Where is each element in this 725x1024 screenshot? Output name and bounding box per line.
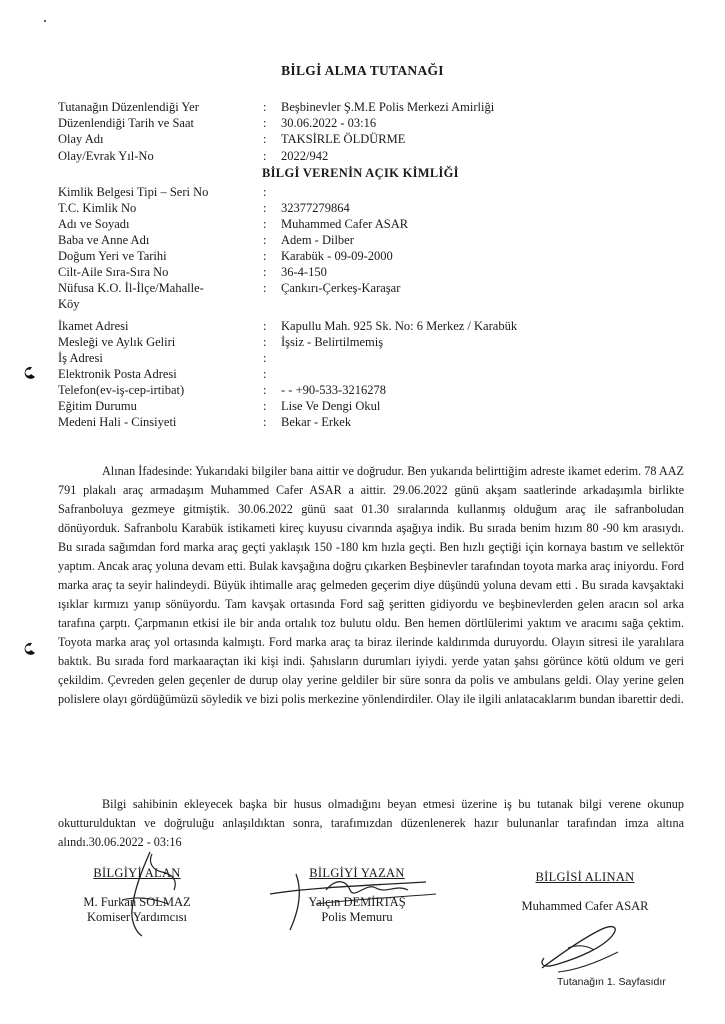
field-value: TAKSİRLE ÖLDÜRME [281, 132, 406, 146]
field-value: 32377279864 [281, 201, 350, 215]
header-row-file-no [58, 149, 678, 164]
field-label: Kimlik Belgesi Tipi – Seri No [58, 185, 209, 199]
field-colon: : [263, 319, 267, 333]
signature-role: Komiser Yardımcısı [87, 910, 187, 924]
field-colon: : [263, 249, 267, 263]
document-title: BİLGİ ALMA TUTANAĞI [281, 63, 444, 78]
field-value: Beşbinevler Ş.M.E Polis Merkezi Amirliği [281, 100, 495, 114]
field-value: Lise Ve Dengi Okul [281, 399, 381, 413]
identity-row [58, 383, 678, 398]
identity-row [58, 367, 678, 382]
field-label: Eğitim Durumu [58, 399, 137, 413]
field-label: T.C. Kimlik No [58, 201, 137, 215]
field-value: Kapullu Mah. 925 Sk. No: 6 Merkez / Karabük [281, 319, 518, 333]
statement-paragraph: Alınan İfadesinde: Yukarıdaki bilgiler bana aittir ve doğrudur. Ben yukarıda belirttiğim adreste ikamet ederim. 78 AAZ 791 plakalı araç armadaşım Muhammed Cafer ASAR a aittir. 29.06.2022 günü akşam saatlerinde arkadaşımla birlikte Safranboluya gezmeye gitmiştik. 30.06.2022 günü saat 01.30 sıralarında kullanmış olduğum araç ile safranboludan dönüyorduk. Safranbolu Karabük istikameti kireç kuyusu civarında aşağıya indik. Bu sırada benim hızım 80 -90 km arasıydı. Bu sırada sağımdan ford marka araç geçti yaklaşık 150 -180 km hızla geçti. Ben hızlı geçtiği için kornaya bastım ve sellektör yaptım. Ancak araç yoluna devam etti. Bulak kavşağına doğru çıkarken Beşbinevler tarafından toyota marka araç iniyordu. Ford marka araç ta seyir halindeydi. Büyük ihtimalle araç gelmeden geçerim diye düşündü yoluna devam etti . Bu sırada kavşaktaki ışıklar kırmızı yanıp sönüyordu. Tam kavşak ortasında Ford sağ şeritten gidiyordu ve beşbinevlerden gelen aracın sol arka tarafına çarptı. Çarpmanın etkisi ile bir anda ortalık toz bulutu oldu. Ben hemen dörtlülerimi yaktım ve aracımı sağa çektim. Toyota marka araç yol ortasında kalmıştı. Ford marka araç ta biraz ilerinde kaldırımda duruyordu. Olayın sitresi ile yaralılara baktık. Bu sırada ford markaaraçtan iki kişi indi. Şahısların durumları iyiydi. yerde yatan şahsı görünce kötü oldum ve geri çekildim. Çevreden gelen geçenler de durup olay yerine geldiler bir süre sonra da polis ve ambulans geldi. Olay yerine gelen polislere olayı gördüğümüzü söyledik ve bizi polis merkezine yönlendirdiler. Olay ile ilgili anlatacaklarım bundan ibarettir dedi. [58, 464, 684, 706]
field-value: 30.06.2022 - 03:16 [281, 116, 377, 130]
field-colon: : [263, 399, 267, 413]
header-row-place [58, 100, 678, 115]
field-colon: : [263, 185, 267, 199]
page-footer: Tutanağın 1. Sayfasıdır [557, 976, 666, 988]
field-value: Karabük - 09-09-2000 [281, 249, 393, 263]
field-colon: : [263, 367, 267, 381]
field-label: Elektronik Posta Adresi [58, 367, 177, 381]
field-value: Bekar - Erkek [281, 415, 352, 429]
closing-paragraph: Bilgi sahibinin ekleyecek başka bir husus olmadığını beyan etmesi üzerine iş bu tutanak bilgi verene okunup okutturulduktan ve doğruluğu anlaşıldıktan sonra, tarafımızdan düzenlenerek hazır bulunanlar tarafından imza altına alındı.30.06.2022 - 03:16 [58, 797, 684, 849]
identity-section-title: BİLGİ VERENİN AÇIK KİMLİĞİ [262, 166, 459, 180]
handwritten-signature-icon [528, 918, 628, 978]
signature-heading: BİLGİYİ ALAN [93, 866, 181, 880]
field-label: Olay/Evrak Yıl-No [58, 149, 154, 163]
field-colon: : [263, 149, 267, 163]
field-label: Doğum Yeri ve Tarihi [58, 249, 167, 263]
identity-row [58, 281, 678, 296]
identity-row [58, 297, 678, 312]
identity-row [58, 249, 678, 264]
signature-role: Polis Memuru [321, 910, 393, 924]
identity-row [58, 319, 678, 334]
field-value: - - +90-533-3216278 [281, 383, 386, 397]
field-colon: : [263, 281, 267, 295]
scan-speck [44, 20, 46, 22]
field-colon: : [263, 116, 267, 130]
identity-row [58, 217, 678, 232]
field-label: Olay Adı [58, 132, 104, 146]
field-colon: : [263, 383, 267, 397]
field-label: Nüfusa K.O. İl-İlçe/Mahalle- [58, 281, 204, 295]
signature-name: M. Furkan SOLMAZ [83, 895, 191, 909]
identity-row [58, 201, 678, 216]
field-value: Adem - Dilber [281, 233, 354, 247]
field-colon: : [263, 132, 267, 146]
field-colon: : [263, 415, 267, 429]
field-colon: : [263, 217, 267, 231]
punch-hole-icon [22, 366, 36, 380]
field-colon: : [263, 351, 267, 365]
field-label: Baba ve Anne Adı [58, 233, 150, 247]
field-value: Çankırı-Çerkeş-Karaşar [281, 281, 401, 295]
identity-row [58, 351, 678, 366]
field-label: Adı ve Soyadı [58, 217, 130, 231]
identity-row [58, 415, 678, 430]
field-label: Telefon(ev-iş-cep-irtibat) [58, 383, 185, 397]
identity-row [58, 233, 678, 248]
field-colon: : [263, 335, 267, 349]
identity-row [58, 335, 678, 350]
punch-hole-icon [22, 642, 36, 656]
field-colon: : [263, 265, 267, 279]
field-colon: : [263, 100, 267, 114]
field-label: Köy [58, 297, 80, 311]
identity-row [58, 185, 678, 200]
identity-row [58, 265, 678, 280]
field-label: Tutanağın Düzenlendiği Yer [58, 100, 199, 114]
signature-block-receiver [62, 866, 212, 925]
field-colon: : [263, 233, 267, 247]
field-label: Mesleği ve Aylık Geliri [58, 335, 176, 349]
header-row-date [58, 116, 678, 131]
identity-row [58, 399, 678, 414]
header-row-event [58, 132, 678, 147]
field-value: 2022/942 [281, 149, 329, 163]
field-value: Muhammed Cafer ASAR [281, 217, 409, 231]
field-label: İş Adresi [58, 351, 103, 365]
signature-block-writer [282, 866, 432, 925]
signature-name: Muhammed Cafer ASAR [521, 899, 649, 913]
field-value: İşsiz - Belirtilmemiş [281, 335, 384, 349]
field-colon: : [263, 201, 267, 215]
field-label: Düzenlendiği Tarih ve Saat [58, 116, 195, 130]
field-value: 36-4-150 [281, 265, 327, 279]
signature-heading: BİLGİSİ ALINAN [535, 870, 635, 884]
signature-heading: BİLGİYİ YAZAN [309, 866, 405, 880]
field-label: İkamet Adresi [58, 319, 129, 333]
field-label: Medeni Hali - Cinsiyeti [58, 415, 177, 429]
field-label: Cilt-Aile Sıra-Sıra No [58, 265, 169, 279]
signature-name: Yalçın DEMİRTAŞ [308, 895, 406, 909]
signature-block-informant [500, 870, 670, 914]
